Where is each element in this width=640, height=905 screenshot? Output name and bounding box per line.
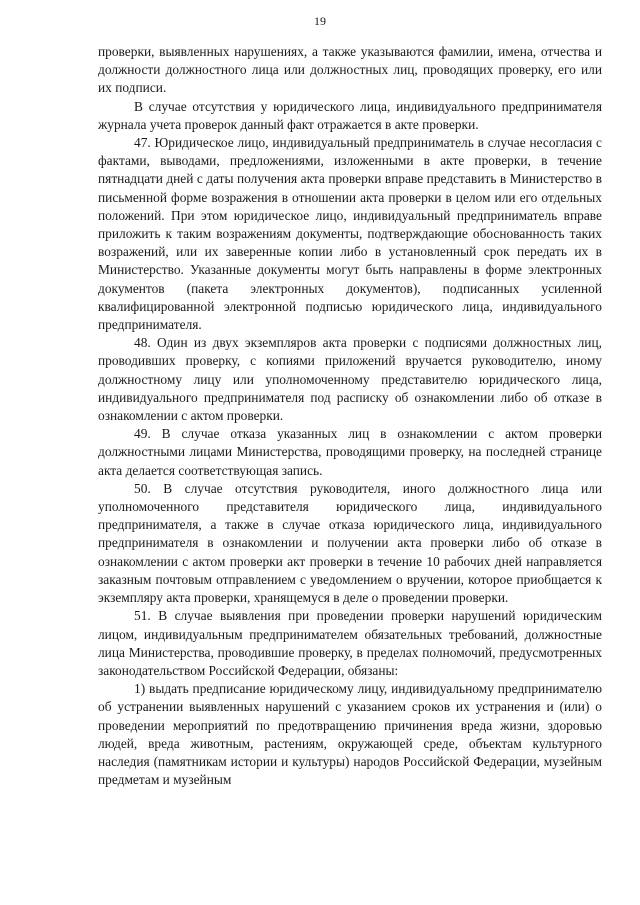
paragraph-continuation: проверки, выявленных нарушениях, а также указываются фамилии, имена, отчества и должности должностного лица или должностных лиц, проводящих проверку, его или их подписи. (98, 44, 602, 96)
paragraph-50: 50. В случае отсутствия руководителя, иного должностного лица или уполномоченного представителя юридического лица, индивидуального предпринимателя, а также в случае отказа юридического лица, индивидуального предпринимателя в ознакомлении и получении акта проверки либо об отказе в ознакомлении с актом проверки акт проверки в течение 10 рабочих дней направляется заказным почтовым отправлением с уведомлением о вручении, которое приобщается к экземпляру акта проверки, хранящемуся в деле о проведении проверки. (98, 480, 602, 606)
paragraph-51-item-1: 1) выдать предписание юридическому лицу, индивидуальному предпринимателю об устранении выявленных нарушений с указанием сроков их устранения и (или) о проведении мероприятий по предотвращению причинения вреда жизни, здоровью людей, вреда животным, растениям, окружающей среде, объектам культурного наследия (памятникам истории и культуры) народов Российской Федерации, музейным предметам и музейным (98, 681, 602, 788)
paragraph-49: 49. В случае отказа указанных лиц в ознакомлении с актом проверки должностными лицами Министерства, проводящими проверку, на последней странице акта делается соответствующая запись. (98, 426, 602, 478)
paragraph-48: 48. Один из двух экземпляров акта проверки с подписями должностных лиц, проводивших проверку, с копиями приложений вручается руководителю, иному должностному лицу или уполномоченному представителю юридического лица, индивидуального предпринимателя под расписку об ознакомлении либо об отказе в ознакомлении с актом проверки. (98, 335, 602, 424)
document-body (98, 43, 602, 789)
page-number: 19 (314, 14, 326, 28)
paragraph-47: 47. Юридическое лицо, индивидуальный предприниматель в случае несогласия с фактами, выводами, предложениями, изложенными в акте проверки, в течение пятнадцати дней с даты получения акта проверки вправе представить в Министерство в письменной форме возражения в отношении акта проверки в целом или его отдельных положений. При этом юридическое лицо, индивидуальный предприниматель вправе приложить к таким возражениям документы, подтверждающие обоснованность таких возражений, или их заверенные копии либо в установленный срок передать их в Министерство. Указанные документы могут быть направлены в форме электронных документов (пакета электронных документов), подписанных усиленной квалифицированной электронной подписью юридического лица, индивидуального предпринимателя. (98, 135, 602, 333)
paragraph: В случае отсутствия у юридического лица, индивидуального предпринимателя журнала учета проверок данный факт отражается в акте проверки. (98, 98, 602, 132)
paragraph-51: 51. В случае выявления при проведении проверки нарушений юридическим лицом, индивидуальным предпринимателем обязательных требований, должностные лица Министерства, проводившие проверку, в пределах полномочий, предусмотренных законодательством Российской Федерации, обязаны: (98, 608, 602, 678)
